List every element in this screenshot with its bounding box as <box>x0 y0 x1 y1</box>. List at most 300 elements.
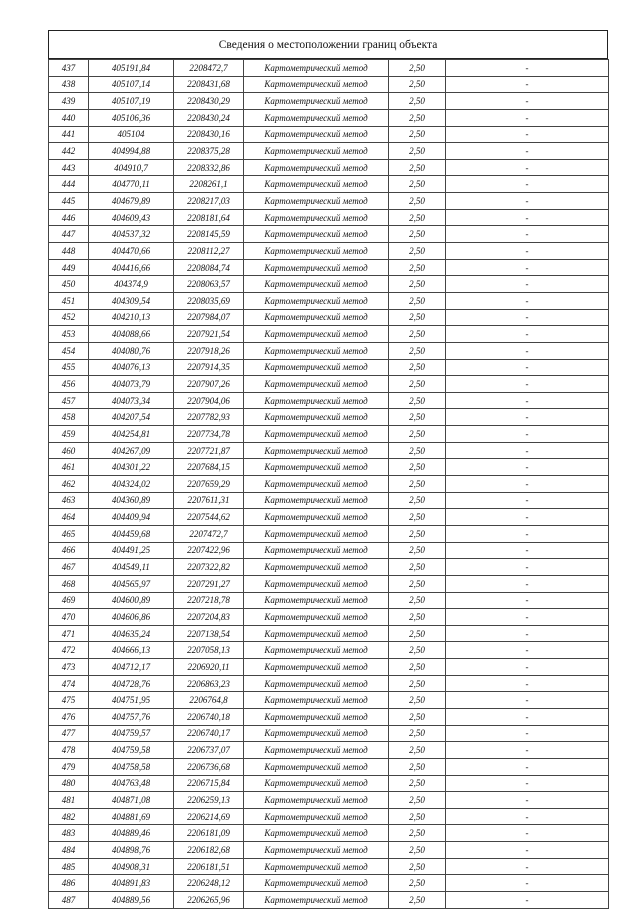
cell-description: - <box>446 409 609 426</box>
table-row <box>49 842 609 859</box>
cell-coordinate-y: 2208472,7 <box>174 60 244 77</box>
cell-coordinate-y: 2208261,1 <box>174 176 244 193</box>
cell-coordinate-x: 404088,66 <box>89 326 174 343</box>
cell-point-number: 471 <box>49 625 89 642</box>
cell-point-number: 470 <box>49 609 89 626</box>
cell-description: - <box>446 159 609 176</box>
table-row <box>49 492 609 509</box>
cell-coordinate-y: 2207218,78 <box>174 592 244 609</box>
cell-method: Картометрический метод <box>244 376 389 393</box>
cell-method: Картометрический метод <box>244 326 389 343</box>
cell-point-number: 474 <box>49 675 89 692</box>
cell-coordinate-x: 404459,68 <box>89 525 174 542</box>
table-row <box>49 808 609 825</box>
cell-accuracy: 2,50 <box>389 708 446 725</box>
cell-coordinate-x: 404898,76 <box>89 842 174 859</box>
cell-coordinate-x: 404889,46 <box>89 825 174 842</box>
table-row <box>49 592 609 609</box>
table-row <box>49 892 609 909</box>
cell-point-number: 449 <box>49 259 89 276</box>
cell-accuracy: 2,50 <box>389 176 446 193</box>
cell-coordinate-y: 2207422,96 <box>174 542 244 559</box>
cell-method: Картометрический метод <box>244 409 389 426</box>
table-row <box>49 209 609 226</box>
cell-point-number: 461 <box>49 459 89 476</box>
cell-description: - <box>446 575 609 592</box>
cell-description: - <box>446 642 609 659</box>
cell-coordinate-x: 404309,54 <box>89 292 174 309</box>
table-row <box>49 509 609 526</box>
cell-accuracy: 2,50 <box>389 243 446 260</box>
cell-accuracy: 2,50 <box>389 592 446 609</box>
cell-coordinate-x: 404728,76 <box>89 675 174 692</box>
cell-description: - <box>446 708 609 725</box>
cell-coordinate-y: 2207611,31 <box>174 492 244 509</box>
cell-coordinate-y: 2207291,27 <box>174 575 244 592</box>
cell-coordinate-x: 404666,13 <box>89 642 174 659</box>
cell-coordinate-y: 2206740,18 <box>174 708 244 725</box>
cell-description: - <box>446 309 609 326</box>
cell-accuracy: 2,50 <box>389 609 446 626</box>
table-row <box>49 392 609 409</box>
cell-description: - <box>446 292 609 309</box>
cell-accuracy: 2,50 <box>389 309 446 326</box>
cell-point-number: 462 <box>49 476 89 493</box>
cell-description: - <box>446 109 609 126</box>
cell-point-number: 440 <box>49 109 89 126</box>
cell-coordinate-y: 2208431,68 <box>174 76 244 93</box>
cell-coordinate-x: 404679,89 <box>89 193 174 210</box>
table-row <box>49 758 609 775</box>
cell-description: - <box>446 659 609 676</box>
cell-coordinate-y: 2207472,7 <box>174 525 244 542</box>
cell-description: - <box>446 143 609 160</box>
cell-description: - <box>446 758 609 775</box>
cell-coordinate-x: 404301,22 <box>89 459 174 476</box>
cell-method: Картометрический метод <box>244 692 389 709</box>
cell-point-number: 463 <box>49 492 89 509</box>
cell-method: Картометрический метод <box>244 442 389 459</box>
cell-point-number: 451 <box>49 292 89 309</box>
cell-point-number: 469 <box>49 592 89 609</box>
cell-coordinate-y: 2207734,78 <box>174 426 244 443</box>
cell-method: Картометрический метод <box>244 525 389 542</box>
cell-method: Картометрический метод <box>244 875 389 892</box>
cell-coordinate-x: 404470,66 <box>89 243 174 260</box>
table-row <box>49 476 609 493</box>
cell-method: Картометрический метод <box>244 625 389 642</box>
cell-description: - <box>446 226 609 243</box>
table-row <box>49 159 609 176</box>
cell-coordinate-y: 2208145,59 <box>174 226 244 243</box>
cell-accuracy: 2,50 <box>389 842 446 859</box>
cell-point-number: 456 <box>49 376 89 393</box>
cell-coordinate-x: 404908,31 <box>89 858 174 875</box>
cell-point-number: 480 <box>49 775 89 792</box>
cell-accuracy: 2,50 <box>389 742 446 759</box>
cell-coordinate-x: 404763,48 <box>89 775 174 792</box>
cell-coordinate-y: 2206715,84 <box>174 775 244 792</box>
cell-description: - <box>446 392 609 409</box>
cell-description: - <box>446 93 609 110</box>
cell-description: - <box>446 492 609 509</box>
cell-description: - <box>446 792 609 809</box>
cell-accuracy: 2,50 <box>389 575 446 592</box>
table-row <box>49 93 609 110</box>
cell-description: - <box>446 476 609 493</box>
cell-accuracy: 2,50 <box>389 426 446 443</box>
cell-description: - <box>446 126 609 143</box>
cell-method: Картометрический метод <box>244 176 389 193</box>
cell-accuracy: 2,50 <box>389 193 446 210</box>
table-row <box>49 708 609 725</box>
cell-coordinate-y: 2207138,54 <box>174 625 244 642</box>
cell-method: Картометрический метод <box>244 609 389 626</box>
cell-coordinate-y: 2207322,82 <box>174 559 244 576</box>
table-row <box>49 143 609 160</box>
cell-coordinate-y: 2208332,86 <box>174 159 244 176</box>
cell-coordinate-x: 404324,02 <box>89 476 174 493</box>
cell-coordinate-y: 2208375,28 <box>174 143 244 160</box>
cell-coordinate-y: 2207907,26 <box>174 376 244 393</box>
cell-coordinate-y: 2206863,23 <box>174 675 244 692</box>
boundary-points-table <box>48 59 609 909</box>
cell-description: - <box>446 542 609 559</box>
cell-coordinate-y: 2206182,68 <box>174 842 244 859</box>
cell-accuracy: 2,50 <box>389 476 446 493</box>
cell-accuracy: 2,50 <box>389 76 446 93</box>
cell-description: - <box>446 426 609 443</box>
cell-coordinate-y: 2207904,06 <box>174 392 244 409</box>
cell-point-number: 446 <box>49 209 89 226</box>
cell-coordinate-x: 404076,13 <box>89 359 174 376</box>
cell-accuracy: 2,50 <box>389 642 446 659</box>
table-row <box>49 276 609 293</box>
cell-accuracy: 2,50 <box>389 875 446 892</box>
cell-accuracy: 2,50 <box>389 692 446 709</box>
cell-description: - <box>446 376 609 393</box>
cell-coordinate-y: 2206181,51 <box>174 858 244 875</box>
table-row <box>49 692 609 709</box>
cell-coordinate-y: 2207058,13 <box>174 642 244 659</box>
table-row <box>49 459 609 476</box>
cell-description: - <box>446 76 609 93</box>
cell-point-number: 487 <box>49 892 89 909</box>
cell-method: Картометрический метод <box>244 842 389 859</box>
cell-point-number: 478 <box>49 742 89 759</box>
cell-coordinate-y: 2206736,68 <box>174 758 244 775</box>
cell-accuracy: 2,50 <box>389 226 446 243</box>
cell-accuracy: 2,50 <box>389 858 446 875</box>
cell-method: Картометрический метод <box>244 542 389 559</box>
cell-coordinate-x: 404416,66 <box>89 259 174 276</box>
cell-accuracy: 2,50 <box>389 892 446 909</box>
table-row <box>49 642 609 659</box>
cell-description: - <box>446 509 609 526</box>
cell-description: - <box>446 808 609 825</box>
cell-accuracy: 2,50 <box>389 509 446 526</box>
cell-description: - <box>446 459 609 476</box>
cell-method: Картометрический метод <box>244 243 389 260</box>
table-row <box>49 609 609 626</box>
cell-method: Картометрический метод <box>244 825 389 842</box>
table-row <box>49 542 609 559</box>
cell-coordinate-y: 2208084,74 <box>174 259 244 276</box>
cell-coordinate-y: 2207914,35 <box>174 359 244 376</box>
cell-coordinate-y: 2207684,15 <box>174 459 244 476</box>
cell-coordinate-x: 404073,79 <box>89 376 174 393</box>
cell-point-number: 450 <box>49 276 89 293</box>
cell-accuracy: 2,50 <box>389 725 446 742</box>
cell-point-number: 441 <box>49 126 89 143</box>
cell-coordinate-x: 404759,58 <box>89 742 174 759</box>
cell-method: Картометрический метод <box>244 159 389 176</box>
cell-point-number: 438 <box>49 76 89 93</box>
cell-point-number: 448 <box>49 243 89 260</box>
cell-description: - <box>446 326 609 343</box>
cell-coordinate-x: 404207,54 <box>89 409 174 426</box>
table-row <box>49 243 609 260</box>
cell-coordinate-y: 2206764,8 <box>174 692 244 709</box>
cell-coordinate-x: 404080,76 <box>89 342 174 359</box>
cell-point-number: 483 <box>49 825 89 842</box>
cell-description: - <box>446 442 609 459</box>
cell-point-number: 455 <box>49 359 89 376</box>
cell-coordinate-x: 405107,14 <box>89 76 174 93</box>
cell-accuracy: 2,50 <box>389 675 446 692</box>
table-row <box>49 60 609 77</box>
cell-coordinate-x: 404600,89 <box>89 592 174 609</box>
cell-coordinate-x: 405107,19 <box>89 93 174 110</box>
cell-coordinate-x: 404871,08 <box>89 792 174 809</box>
cell-method: Картометрический метод <box>244 775 389 792</box>
cell-coordinate-y: 2206248,12 <box>174 875 244 892</box>
cell-method: Картометрический метод <box>244 93 389 110</box>
cell-point-number: 485 <box>49 858 89 875</box>
cell-point-number: 458 <box>49 409 89 426</box>
cell-coordinate-x: 404759,57 <box>89 725 174 742</box>
cell-coordinate-x: 405106,36 <box>89 109 174 126</box>
cell-method: Картометрический метод <box>244 708 389 725</box>
cell-description: - <box>446 692 609 709</box>
cell-description: - <box>446 742 609 759</box>
cell-point-number: 486 <box>49 875 89 892</box>
cell-accuracy: 2,50 <box>389 93 446 110</box>
cell-coordinate-y: 2207659,29 <box>174 476 244 493</box>
cell-coordinate-x: 404360,89 <box>89 492 174 509</box>
cell-method: Картометрический метод <box>244 259 389 276</box>
cell-accuracy: 2,50 <box>389 209 446 226</box>
cell-coordinate-x: 405191,84 <box>89 60 174 77</box>
cell-description: - <box>446 775 609 792</box>
table-row <box>49 176 609 193</box>
cell-method: Картометрический метод <box>244 492 389 509</box>
cell-method: Картометрический метод <box>244 143 389 160</box>
table-row <box>49 659 609 676</box>
cell-point-number: 437 <box>49 60 89 77</box>
table-row <box>49 875 609 892</box>
cell-coordinate-x: 404757,76 <box>89 708 174 725</box>
cell-point-number: 476 <box>49 708 89 725</box>
cell-method: Картометрический метод <box>244 642 389 659</box>
table-row <box>49 309 609 326</box>
cell-coordinate-x: 404994,88 <box>89 143 174 160</box>
cell-method: Картометрический метод <box>244 226 389 243</box>
cell-method: Картометрический метод <box>244 858 389 875</box>
cell-method: Картометрический метод <box>244 808 389 825</box>
cell-coordinate-y: 2208181,64 <box>174 209 244 226</box>
cell-point-number: 445 <box>49 193 89 210</box>
cell-accuracy: 2,50 <box>389 126 446 143</box>
cell-coordinate-y: 2206259,13 <box>174 792 244 809</box>
table-row <box>49 858 609 875</box>
cell-coordinate-y: 2207782,93 <box>174 409 244 426</box>
cell-description: - <box>446 892 609 909</box>
cell-coordinate-x: 404374,9 <box>89 276 174 293</box>
cell-coordinate-y: 2207544,62 <box>174 509 244 526</box>
table-row <box>49 376 609 393</box>
cell-description: - <box>446 60 609 77</box>
cell-method: Картометрический метод <box>244 559 389 576</box>
cell-coordinate-y: 2207721,87 <box>174 442 244 459</box>
cell-method: Картометрический метод <box>244 292 389 309</box>
cell-accuracy: 2,50 <box>389 342 446 359</box>
cell-point-number: 442 <box>49 143 89 160</box>
cell-accuracy: 2,50 <box>389 326 446 343</box>
cell-point-number: 464 <box>49 509 89 526</box>
cell-point-number: 459 <box>49 426 89 443</box>
cell-accuracy: 2,50 <box>389 459 446 476</box>
table-row <box>49 775 609 792</box>
table-row <box>49 359 609 376</box>
table-row <box>49 725 609 742</box>
cell-coordinate-x: 404549,11 <box>89 559 174 576</box>
cell-accuracy: 2,50 <box>389 109 446 126</box>
table-row <box>49 559 609 576</box>
cell-description: - <box>446 725 609 742</box>
cell-coordinate-y: 2208430,24 <box>174 109 244 126</box>
cell-coordinate-y: 2208035,69 <box>174 292 244 309</box>
cell-accuracy: 2,50 <box>389 492 446 509</box>
cell-coordinate-x: 404267,09 <box>89 442 174 459</box>
cell-method: Картометрический метод <box>244 659 389 676</box>
cell-point-number: 454 <box>49 342 89 359</box>
cell-coordinate-x: 404881,69 <box>89 808 174 825</box>
cell-coordinate-x: 404751,95 <box>89 692 174 709</box>
cell-point-number: 468 <box>49 575 89 592</box>
cell-coordinate-y: 2207918,26 <box>174 342 244 359</box>
table-row <box>49 825 609 842</box>
cell-accuracy: 2,50 <box>389 525 446 542</box>
table-row <box>49 625 609 642</box>
table-row <box>49 742 609 759</box>
cell-accuracy: 2,50 <box>389 259 446 276</box>
cell-accuracy: 2,50 <box>389 559 446 576</box>
cell-description: - <box>446 592 609 609</box>
cell-point-number: 484 <box>49 842 89 859</box>
table-row <box>49 675 609 692</box>
cell-point-number: 473 <box>49 659 89 676</box>
cell-description: - <box>446 359 609 376</box>
cell-accuracy: 2,50 <box>389 659 446 676</box>
cell-accuracy: 2,50 <box>389 376 446 393</box>
cell-accuracy: 2,50 <box>389 625 446 642</box>
table-row <box>49 259 609 276</box>
cell-method: Картометрический метод <box>244 459 389 476</box>
cell-method: Картометрический метод <box>244 342 389 359</box>
cell-coordinate-y: 2206265,96 <box>174 892 244 909</box>
table-row <box>49 426 609 443</box>
cell-coordinate-x: 404073,34 <box>89 392 174 409</box>
cell-coordinate-y: 2206737,07 <box>174 742 244 759</box>
cell-coordinate-x: 404606,86 <box>89 609 174 626</box>
cell-description: - <box>446 609 609 626</box>
document-title: Сведения о местоположении границ объекта <box>48 30 608 59</box>
cell-coordinate-y: 2206181,09 <box>174 825 244 842</box>
cell-accuracy: 2,50 <box>389 159 446 176</box>
cell-method: Картометрический метод <box>244 758 389 775</box>
cell-coordinate-x: 404770,11 <box>89 176 174 193</box>
cell-method: Картометрический метод <box>244 426 389 443</box>
cell-description: - <box>446 243 609 260</box>
cell-description: - <box>446 259 609 276</box>
cell-method: Картометрический метод <box>244 392 389 409</box>
cell-method: Картометрический метод <box>244 359 389 376</box>
cell-coordinate-y: 2208063,57 <box>174 276 244 293</box>
cell-accuracy: 2,50 <box>389 442 446 459</box>
cell-accuracy: 2,50 <box>389 758 446 775</box>
table-row <box>49 575 609 592</box>
cell-accuracy: 2,50 <box>389 792 446 809</box>
cell-method: Картометрический метод <box>244 725 389 742</box>
cell-coordinate-y: 2207204,83 <box>174 609 244 626</box>
cell-coordinate-y: 2208430,16 <box>174 126 244 143</box>
cell-point-number: 477 <box>49 725 89 742</box>
table-row <box>49 226 609 243</box>
cell-point-number: 472 <box>49 642 89 659</box>
cell-method: Картометрический метод <box>244 575 389 592</box>
table-row <box>49 792 609 809</box>
cell-coordinate-x: 404491,25 <box>89 542 174 559</box>
cell-description: - <box>446 276 609 293</box>
cell-coordinate-y: 2207984,07 <box>174 309 244 326</box>
cell-coordinate-x: 404537,32 <box>89 226 174 243</box>
table-row <box>49 76 609 93</box>
cell-coordinate-x: 404254,81 <box>89 426 174 443</box>
cell-coordinate-x: 404635,24 <box>89 625 174 642</box>
cell-coordinate-x: 404889,56 <box>89 892 174 909</box>
cell-accuracy: 2,50 <box>389 359 446 376</box>
cell-coordinate-x: 404891,83 <box>89 875 174 892</box>
cell-coordinate-x: 404910,7 <box>89 159 174 176</box>
cell-coordinate-y: 2208112,27 <box>174 243 244 260</box>
cell-accuracy: 2,50 <box>389 808 446 825</box>
table-row <box>49 109 609 126</box>
cell-method: Картометрический метод <box>244 60 389 77</box>
cell-description: - <box>446 842 609 859</box>
cell-point-number: 465 <box>49 525 89 542</box>
cell-description: - <box>446 559 609 576</box>
cell-method: Картометрический метод <box>244 276 389 293</box>
table-row <box>49 126 609 143</box>
cell-accuracy: 2,50 <box>389 292 446 309</box>
cell-point-number: 475 <box>49 692 89 709</box>
cell-method: Картометрический метод <box>244 476 389 493</box>
cell-coordinate-x: 404409,94 <box>89 509 174 526</box>
cell-accuracy: 2,50 <box>389 143 446 160</box>
cell-method: Картометрический метод <box>244 109 389 126</box>
cell-coordinate-y: 2206214,69 <box>174 808 244 825</box>
